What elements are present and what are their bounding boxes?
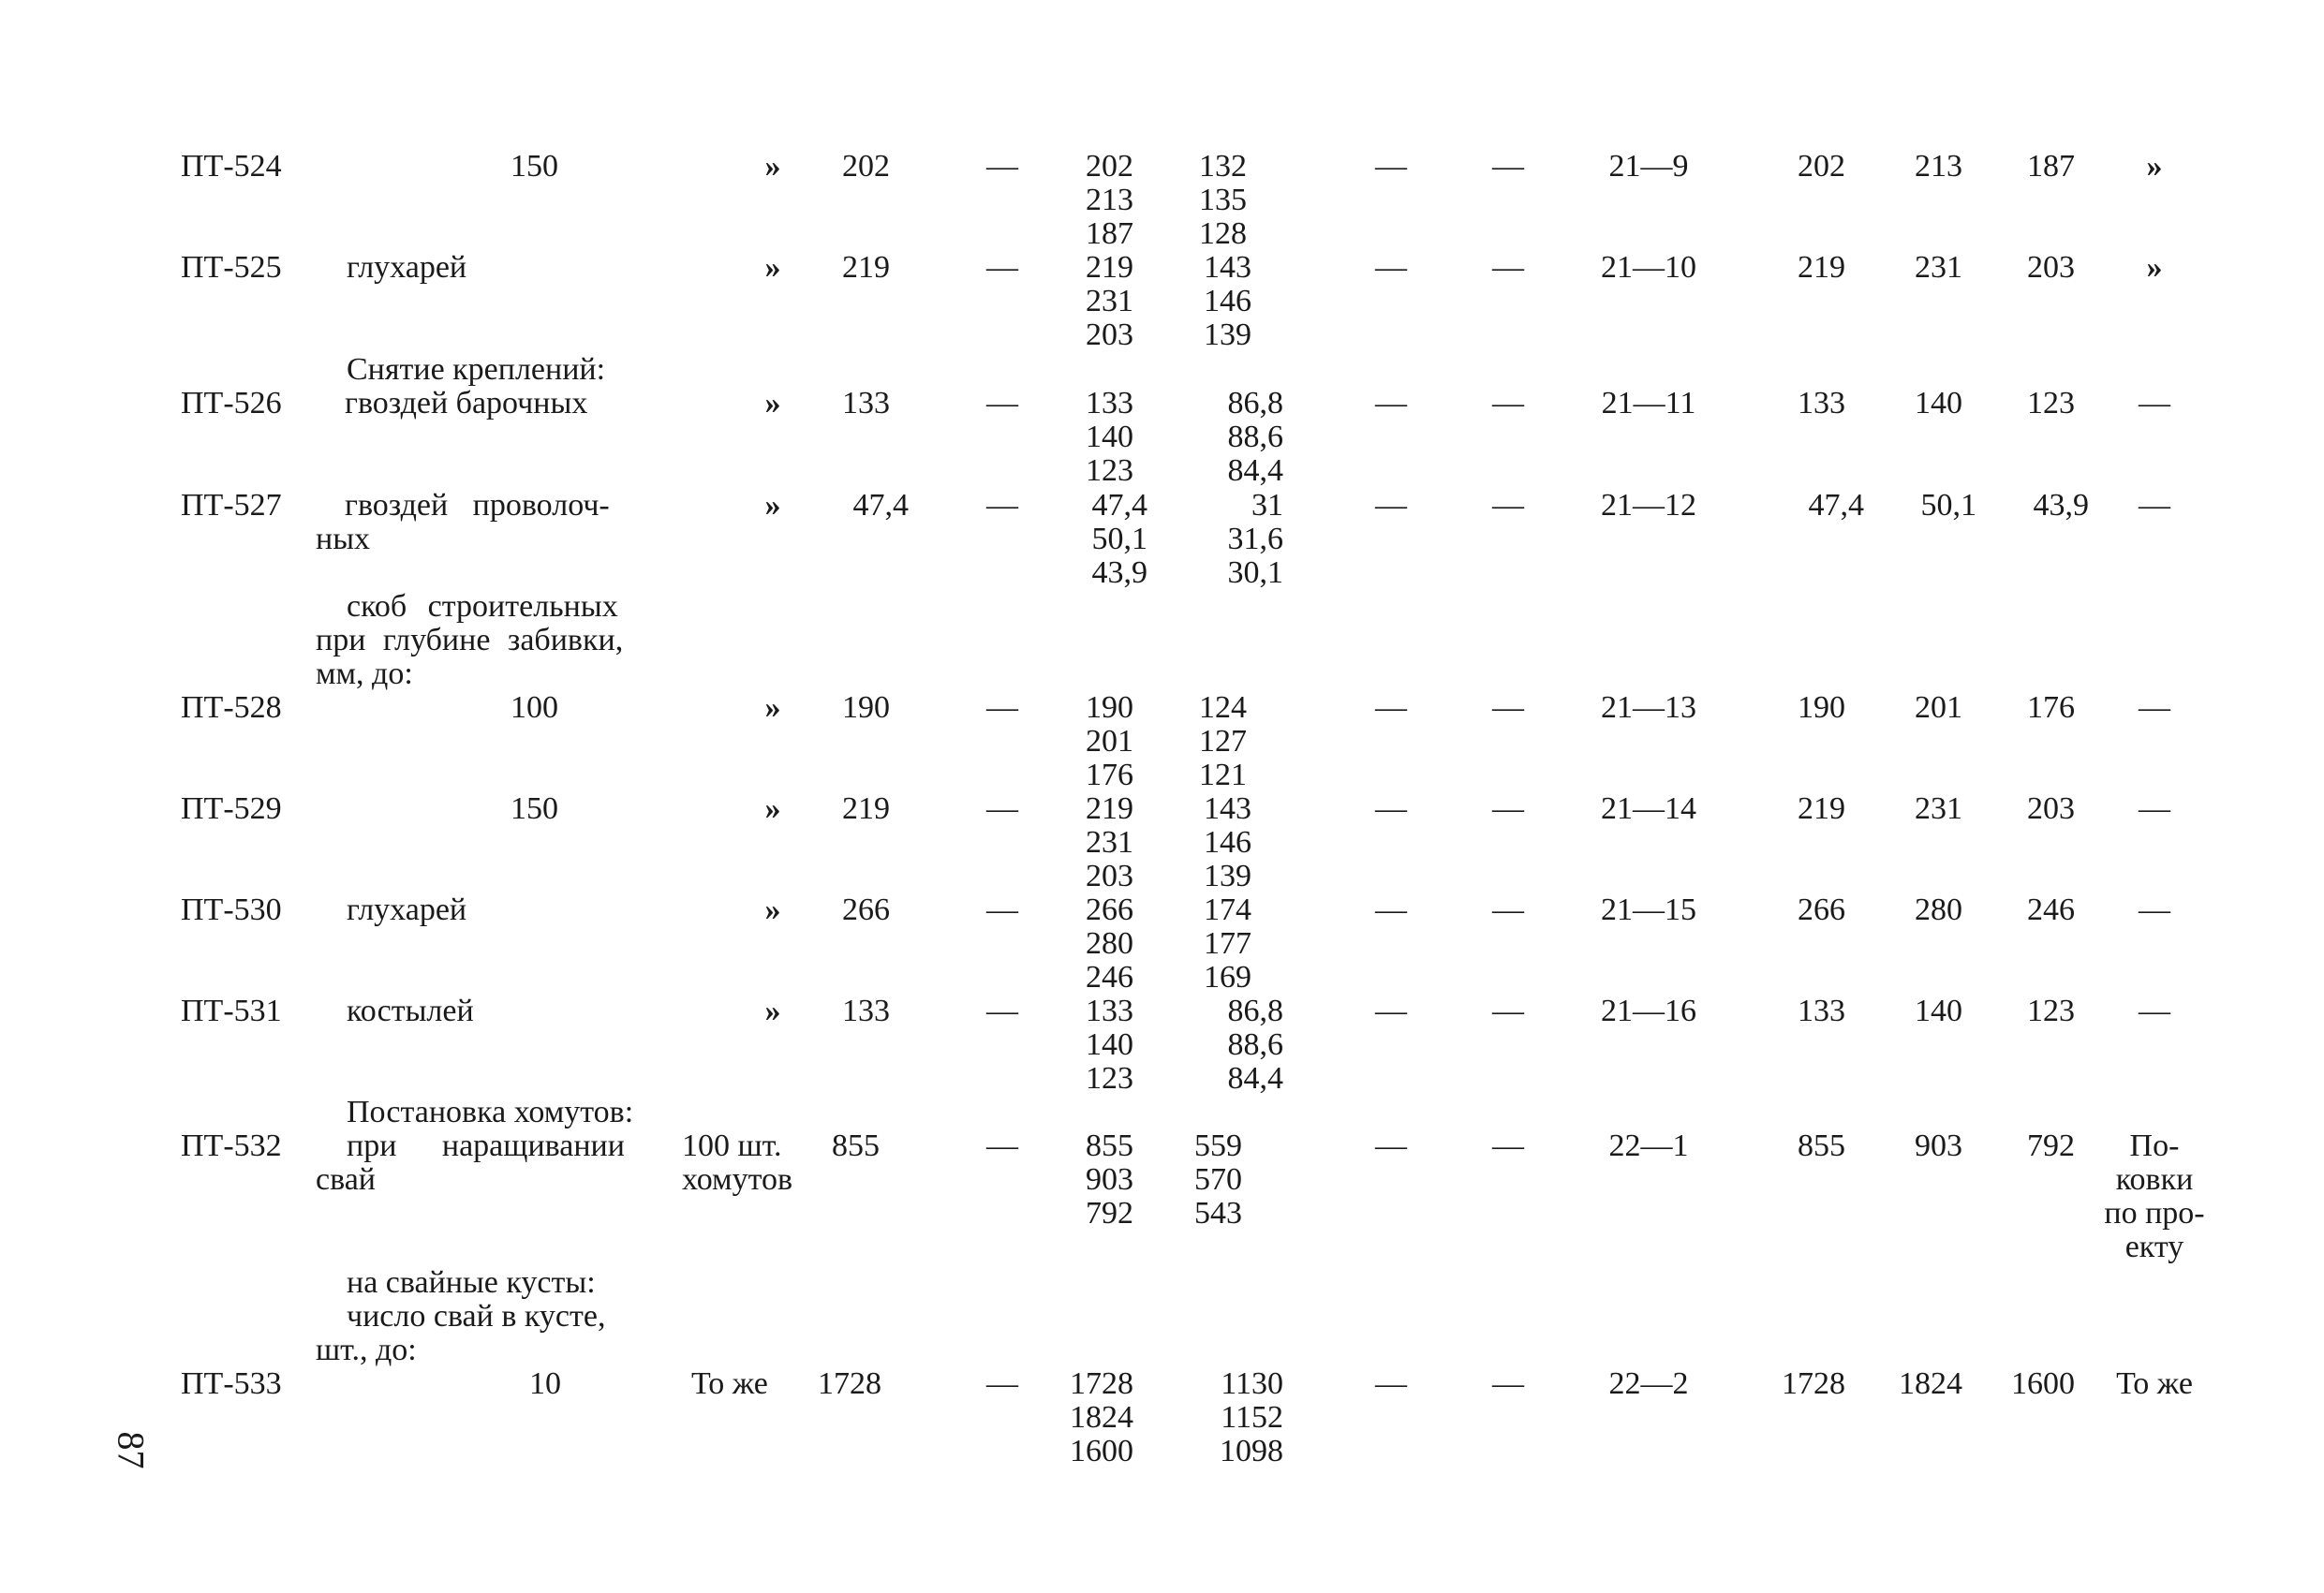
note: — (2139, 994, 2170, 1028)
stack-col2: 1130 1152 1098 (1220, 1366, 1283, 1468)
heading-text: мм, до: (316, 656, 413, 691)
dash: — (1375, 994, 1407, 1028)
value: 219 (1798, 791, 1845, 826)
cost: 190 (842, 690, 890, 725)
stack-col2: 86,8 88,6 84,4 (1227, 994, 1283, 1096)
value: 123 (2027, 386, 2075, 420)
cost: 133 (842, 994, 890, 1028)
dash: — (1375, 892, 1407, 927)
code: ПТ-524 (181, 149, 282, 184)
note: — (2139, 892, 2170, 927)
dash: — (1492, 791, 1524, 826)
value: 1600 (2011, 1366, 2075, 1401)
value: 231 (1915, 791, 1962, 826)
note: — (2139, 386, 2170, 420)
value: 246 (2027, 892, 2075, 927)
stack-col2: 86,8 88,6 84,4 (1227, 386, 1283, 488)
dash: — (1375, 1128, 1407, 1163)
description: гвоздей проволоч- (345, 488, 610, 523)
unit: » (764, 250, 781, 285)
description: 150 (511, 791, 558, 826)
stack-col1: 133 140 123 (1086, 386, 1133, 488)
cost: 855 (832, 1128, 880, 1163)
reference: 21—16 (1601, 994, 1696, 1028)
dash: — (1375, 690, 1407, 725)
note: — (2139, 488, 2170, 523)
stack-col2: 124 127 121 (1199, 690, 1247, 792)
dash: — (1492, 488, 1524, 523)
heading-text: скоб строительных (347, 589, 618, 624)
dash: — (986, 791, 1018, 826)
stack-col2: 132 135 128 (1199, 149, 1247, 251)
dash: — (1492, 1366, 1524, 1401)
dash: — (986, 994, 1018, 1028)
dash: — (1375, 791, 1407, 826)
stack-col1: 190 201 176 (1086, 690, 1133, 792)
stack-col1: 219 231 203 (1086, 250, 1133, 352)
note: » (2146, 250, 2163, 285)
stack-col1: 133 140 123 (1086, 994, 1133, 1096)
reference: 21—9 (1608, 149, 1689, 184)
description: 10 (529, 1366, 561, 1401)
dash: — (986, 1366, 1018, 1401)
unit: » (764, 386, 781, 420)
value: 203 (2027, 250, 2075, 285)
value: 213 (1915, 149, 1962, 184)
value: 231 (1915, 250, 1962, 285)
code: ПТ-528 (181, 690, 282, 725)
cost: 1728 (818, 1366, 881, 1401)
value: 1728 (1782, 1366, 1845, 1401)
stack-col1: 1728 1824 1600 (1070, 1366, 1133, 1468)
unit: » (764, 791, 781, 826)
value: 903 (1915, 1128, 1962, 1163)
stack-col2: 174 177 169 (1204, 892, 1251, 995)
stack-col1: 266 280 246 (1086, 892, 1133, 995)
dash: — (986, 892, 1018, 927)
heading-text: Снятие креплений: (347, 352, 606, 387)
description: глухарей (347, 250, 467, 285)
unit: 100 шт. (682, 1128, 782, 1163)
dash: — (1375, 1366, 1407, 1401)
code: ПТ-532 (181, 1128, 282, 1163)
stack-col1: 47,4 50,1 43,9 (1091, 488, 1147, 590)
dash: — (986, 250, 1018, 285)
cost: 47,4 (852, 488, 909, 523)
heading-text: на свайные кусты: (347, 1265, 596, 1300)
heading-text: шт., до: (316, 1333, 417, 1367)
value: 202 (1798, 149, 1845, 184)
code: ПТ-533 (181, 1366, 282, 1401)
dash: — (986, 690, 1018, 725)
value: 43,9 (2033, 488, 2089, 523)
value: 176 (2027, 690, 2075, 725)
reference: 21—12 (1601, 488, 1696, 523)
value: 203 (2027, 791, 2075, 826)
stack-col2: 143 146 139 (1204, 791, 1251, 893)
dash: — (1492, 386, 1524, 420)
value: 187 (2027, 149, 2075, 184)
reference: 22—1 (1608, 1128, 1689, 1163)
note: — (2139, 690, 2170, 725)
reference: 21—10 (1601, 250, 1696, 285)
description: глухарей (347, 892, 467, 927)
reference: 21—11 (1601, 386, 1696, 420)
value: 201 (1915, 690, 1962, 725)
value: 47,4 (1808, 488, 1864, 523)
code: ПТ-525 (181, 250, 282, 285)
note: » (2146, 149, 2163, 184)
description: при наращивании (347, 1128, 625, 1163)
reference: 21—13 (1601, 690, 1696, 725)
cost: 133 (842, 386, 890, 420)
dash: — (1375, 386, 1407, 420)
stack-col1: 202 213 187 (1086, 149, 1133, 251)
description-cont: ных (316, 522, 371, 556)
value: 140 (1915, 386, 1962, 420)
description: гвоздей барочных (345, 386, 588, 420)
heading-text: Постановка хомутов: (347, 1095, 634, 1129)
dash: — (1375, 149, 1407, 184)
unit: » (764, 488, 781, 523)
reference: 22—2 (1608, 1366, 1689, 1401)
code: ПТ-530 (181, 892, 282, 927)
description: 150 (511, 149, 558, 184)
cost: 219 (842, 791, 890, 826)
unit: То же (691, 1366, 768, 1401)
unit-cont: хомутов (682, 1162, 793, 1197)
dash: — (1492, 994, 1524, 1028)
reference: 21—14 (1601, 791, 1696, 826)
code: ПТ-531 (181, 994, 282, 1028)
code: ПТ-529 (181, 791, 282, 826)
unit: » (764, 149, 781, 184)
value: 280 (1915, 892, 1962, 927)
value: 50,1 (1920, 488, 1976, 523)
stack-col2: 559 570 543 (1194, 1128, 1242, 1231)
dash: — (1492, 892, 1524, 927)
dash: — (1492, 1128, 1524, 1163)
stack-col2: 143 146 139 (1204, 250, 1251, 352)
unit: » (764, 892, 781, 927)
heading-text: число свай в кусте, (347, 1299, 606, 1334)
reference: 21—15 (1601, 892, 1696, 927)
stack-col1: 855 903 792 (1086, 1128, 1133, 1231)
value: 133 (1798, 386, 1845, 420)
code: ПТ-527 (181, 488, 282, 523)
note: По- ковки по про- екту (2104, 1128, 2205, 1264)
stack-col1: 219 231 203 (1086, 791, 1133, 893)
code: ПТ-526 (181, 386, 282, 420)
dash: — (1375, 488, 1407, 523)
description: костылей (347, 994, 474, 1028)
dash: — (986, 386, 1018, 420)
unit: » (764, 690, 781, 725)
description: 100 (511, 690, 558, 725)
dash: — (986, 149, 1018, 184)
dash: — (1492, 690, 1524, 725)
dash: — (1492, 250, 1524, 285)
value: 792 (2027, 1128, 2075, 1163)
value: 140 (1915, 994, 1962, 1028)
value: 123 (2027, 994, 2075, 1028)
unit: » (764, 994, 781, 1028)
description-cont: свай (316, 1162, 376, 1197)
dash: — (1492, 149, 1524, 184)
note: — (2139, 791, 2170, 826)
stack-col2: 31 31,6 30,1 (1227, 488, 1283, 590)
value: 190 (1798, 690, 1845, 725)
value: 219 (1798, 250, 1845, 285)
dash: — (1375, 250, 1407, 285)
cost: 202 (842, 149, 890, 184)
heading-text: при глубине забивки, (316, 623, 624, 657)
page-number: 87 (110, 1431, 153, 1469)
value: 266 (1798, 892, 1845, 927)
note: То же (2116, 1366, 2193, 1401)
dash: — (986, 1128, 1018, 1163)
value: 855 (1798, 1128, 1845, 1163)
cost: 219 (842, 250, 890, 285)
value: 1824 (1899, 1366, 1962, 1401)
dash: — (986, 488, 1018, 523)
cost: 266 (842, 892, 890, 927)
value: 133 (1798, 994, 1845, 1028)
